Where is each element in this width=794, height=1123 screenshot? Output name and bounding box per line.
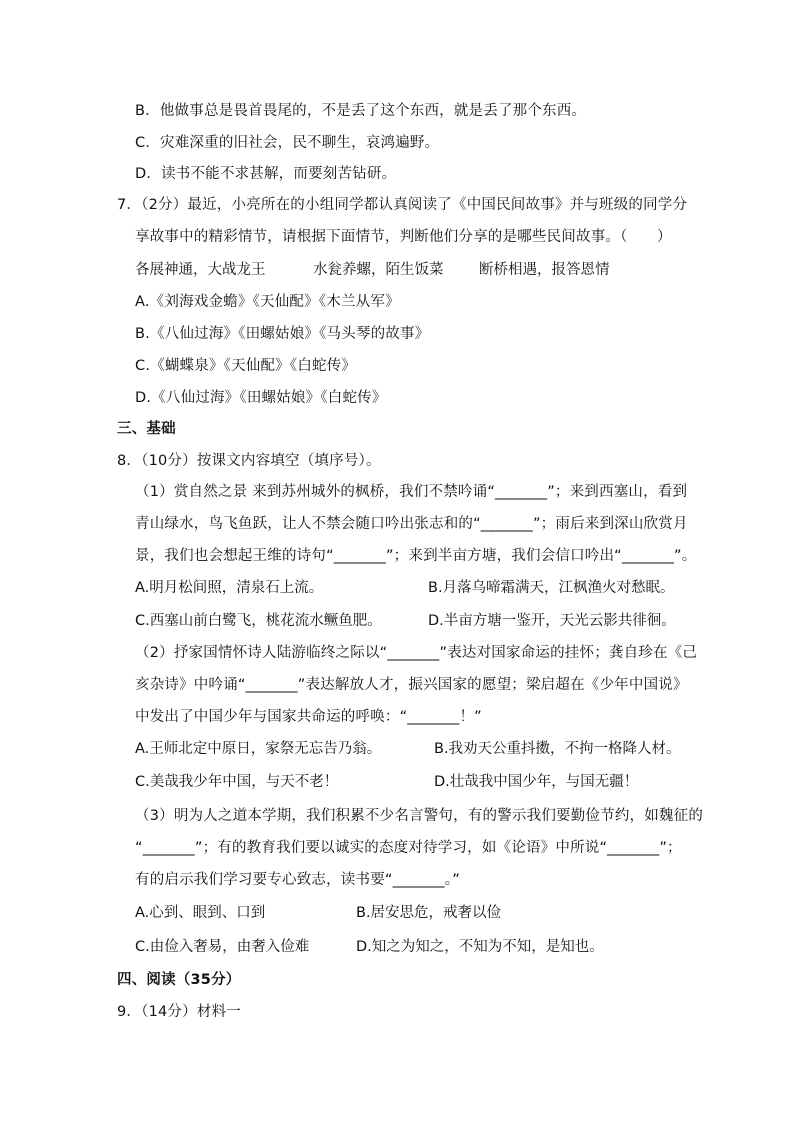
q7-stem-line2: 享故事中的精彩情节，请根据下面情节，判断他们分享的是哪些民间故事。（ ） (135, 229, 672, 245)
q7-option-b: B.《八仙过海》《田螺姑娘》《马头琴的故事》 (135, 326, 430, 342)
q8-part2-option-b: B.我劝天公重抖擞，不拘一格降人材。 (434, 741, 681, 757)
q8-part3-option-b: B.居安思危，戒奢以俭 (356, 905, 502, 921)
q8-part3-line3: 有的启示我们学习要专心致志，读书要“_______。” (135, 872, 460, 888)
q8-part3-option-a: A.心到、眼到、口到 (135, 905, 266, 921)
q7-option-a: A.《刘海戏金蟾》《天仙配》《木兰从军》 (135, 294, 400, 310)
q7-plot-2: 水瓮养螺，陌生饭菜 (313, 262, 444, 278)
q8-part1-option-d: D.半亩方塘一鉴开，天光云影共徘徊。 (428, 613, 676, 629)
q6-option-d: D．读书不能不求甚解，而要刻苦钻研。 (135, 166, 397, 182)
q8-part2-option-d: D.壮哉我中国少年，与国无疆！ (434, 774, 639, 790)
q8-part3-line2: “_______”；有的教育我们要以诚实的态度对待学习，如《论语》中所说“_______”； (135, 840, 682, 856)
q7-option-d: D.《八仙过海》《田螺姑娘》《白蛇传》 (135, 390, 387, 406)
q8-part3-line1: （3）明为人之道本学期，我们积累不少名言警句，有的警示我们要勤俭节约，如魏征的 (135, 808, 704, 824)
section-3-heading: 三、基础 (117, 421, 176, 437)
q8-part1-line2: 青山绿水，鸟飞鱼跃，让人不禁会随口吟出张志和的“_______”；雨后来到深山欣赏月 (135, 516, 688, 532)
q8-part1-line3: 景，我们也会想起王维的诗句“_______”；来到半亩方塘，我们会信口吟出“_______”。 (135, 548, 697, 564)
q8-part1-option-c: C.西塞山前白鹭飞，桃花流水鳜鱼肥。 (135, 613, 382, 629)
q8-part1-option-a: A.明月松间照，清泉石上流。 (135, 580, 324, 596)
q6-option-c: C．灾难深重的旧社会，民不聊生，哀鸿遍野。 (135, 135, 440, 151)
q8-part2-line1: （2）抒家国情怀诗人陆游临终之际以“_______”表达对国家命运的挂怀；龚自珍在《己 (135, 645, 698, 661)
q8-part2-line3: 中发出了中国少年与国家共命运的呼唤：“_______！” (135, 709, 482, 725)
q7-plot-1: 各展神通，大战龙王 (135, 262, 266, 278)
q8-part2-line2: 亥杂诗》中吟诵“_______”表达解放人才，振兴国家的愿望；梁启超在《少年中国说》 (135, 677, 688, 693)
q8-part2-option-a: A.王师北定中原日，家祭无忘告乃翁。 (135, 741, 382, 757)
q8-head: 8．（10分）按课文内容填空（填序号）。 (117, 453, 381, 469)
q7-plot-3: 断桥相遇，报答恩情 (479, 262, 610, 278)
q8-part3-option-c: C.由俭入奢易，由奢入俭难 (135, 939, 310, 955)
q8-part3-option-d: D.知之为知之，不知为不知，是知也。 (356, 939, 604, 955)
q7-plots (135, 260, 610, 280)
q6-option-b: B．他做事总是畏首畏尾的，不是丢了这个东西，就是丢了那个东西。 (135, 103, 587, 119)
q8-part1-line1: （1）赏自然之景 来到苏州城外的枫桥，我们不禁吟诵“_______”；来到西塞山，看到 (135, 484, 688, 500)
q8-part1-option-b: B.月落乌啼霜满天，江枫渔火对愁眠。 (428, 580, 675, 596)
q9-head: 9．（14分）材料一 (117, 1004, 241, 1020)
q8-part2-option-c: C.美哉我少年中国，与天不老！ (135, 774, 339, 790)
q7-stem-line1: 7．（2分）最近，小亮所在的小组同学都认真阅读了《中国民间故事》并与班级的同学分 (117, 197, 688, 213)
section-4-heading: 四、阅读（35分） (117, 972, 241, 988)
q7-option-c: C.《蝴蝶泉》《天仙配》《白蛇传》 (135, 358, 357, 374)
